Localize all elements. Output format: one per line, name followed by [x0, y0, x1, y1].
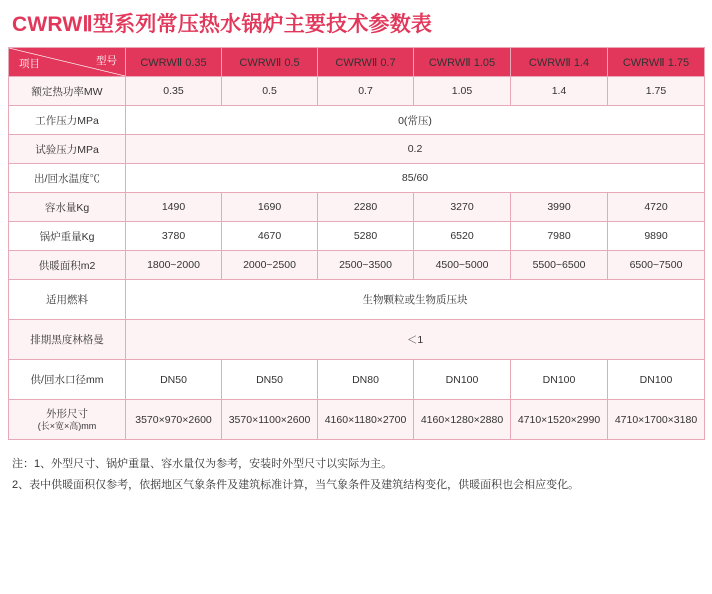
table-row [9, 400, 705, 440]
table-cell: 3270 [414, 193, 511, 222]
table-row [9, 193, 705, 222]
column-header: CWRWⅡ 1.4 [511, 48, 608, 77]
table-cell: 1800~2000 [126, 251, 222, 280]
table-cell: 5280 [318, 222, 414, 251]
table-cell: 1490 [126, 193, 222, 222]
specifications-table [8, 47, 705, 440]
table-cell: DN100 [414, 360, 511, 400]
table-cell: 4500~5000 [414, 251, 511, 280]
table-cell: DN50 [222, 360, 318, 400]
table-cell: DN80 [318, 360, 414, 400]
table-cell: 4160×1180×2700 [318, 400, 414, 440]
row-label: 锅炉重量Kg [9, 222, 126, 251]
table-cell: 2280 [318, 193, 414, 222]
table-cell: 3570×970×2600 [126, 400, 222, 440]
row-label: 供/回水口径mm [9, 360, 126, 400]
row-label: 额定热功率MW [9, 77, 126, 106]
table-row [9, 106, 705, 135]
column-header: CWRWⅡ 1.05 [414, 48, 511, 77]
table-cell: DN100 [608, 360, 705, 400]
table-cell: 4720 [608, 193, 705, 222]
table-cell: DN100 [511, 360, 608, 400]
table-cell: 9890 [608, 222, 705, 251]
row-label: 供暖面积m2 [9, 251, 126, 280]
table-cell: 4710×1700×3180 [608, 400, 705, 440]
column-header: CWRWⅡ 0.7 [318, 48, 414, 77]
column-header: CWRWⅡ 0.35 [126, 48, 222, 77]
table-cell: 1690 [222, 193, 318, 222]
table-cell-merged: 0.2 [126, 135, 705, 164]
table-cell: 7980 [511, 222, 608, 251]
table-cell: 5500~6500 [511, 251, 608, 280]
table-header-row [9, 48, 705, 77]
column-header: CWRWⅡ 1.75 [608, 48, 705, 77]
table-row [9, 164, 705, 193]
header-corner-cell [9, 48, 126, 77]
row-label-main: 外形尺寸 [46, 407, 88, 420]
note-line: 2、表中供暖面积仅参考，依据地区气象条件及建筑标准计算，当气象条件及建筑结构变化，供暖面积也会相应变化。 [12, 479, 580, 492]
row-label [9, 400, 126, 440]
table-cell-merged: 85/60 [126, 164, 705, 193]
row-label-sub: (长×宽×高)mm [37, 420, 97, 431]
table-cell: 6520 [414, 222, 511, 251]
row-label: 出/回水温度℃ [9, 164, 126, 193]
header-item-label: 项目 [19, 58, 40, 71]
table-row [9, 360, 705, 400]
table-row [9, 251, 705, 280]
table-row [9, 222, 705, 251]
table-cell: 1.4 [511, 77, 608, 106]
table-row [9, 135, 705, 164]
table-cell: 0.7 [318, 77, 414, 106]
table-cell: 2000~2500 [222, 251, 318, 280]
table-row [9, 320, 705, 360]
table-cell: 4710×1520×2990 [511, 400, 608, 440]
column-header: CWRWⅡ 0.5 [222, 48, 318, 77]
page-title: CWRWⅡ型系列常压热水锅炉主要技术参数表 [12, 13, 433, 36]
table-cell-merged: 0(常压) [126, 106, 705, 135]
table-cell: DN50 [126, 360, 222, 400]
table-cell: 3990 [511, 193, 608, 222]
table-cell-merged: 生物颗粒或生物质压块 [126, 280, 705, 320]
table-cell: 6500~7500 [608, 251, 705, 280]
row-label: 试验压力MPa [9, 135, 126, 164]
table-row [9, 280, 705, 320]
table-cell: 3780 [126, 222, 222, 251]
table-cell: 3570×1100×2600 [222, 400, 318, 440]
notes-section [8, 454, 704, 496]
table-cell: 2500~3500 [318, 251, 414, 280]
row-label: 工作压力MPa [9, 106, 126, 135]
table-cell: 1.05 [414, 77, 511, 106]
table-cell: 4670 [222, 222, 318, 251]
row-label: 排期黑度林格曼 [9, 320, 126, 360]
table-cell: 0.5 [222, 77, 318, 106]
header-model-label: 型号 [96, 55, 117, 68]
table-cell: 4160×1280×2880 [414, 400, 511, 440]
table-cell-merged: ＜1 [126, 320, 705, 360]
table-cell: 0.35 [126, 77, 222, 106]
table-row [9, 77, 705, 106]
table-cell: 1.75 [608, 77, 705, 106]
row-label: 适用燃料 [9, 280, 126, 320]
note-line: 注：1、外型尺寸、锅炉重量、容水量仅为参考，安装时外型尺寸以实际为主。 [12, 458, 393, 471]
row-label: 容水量Kg [9, 193, 126, 222]
